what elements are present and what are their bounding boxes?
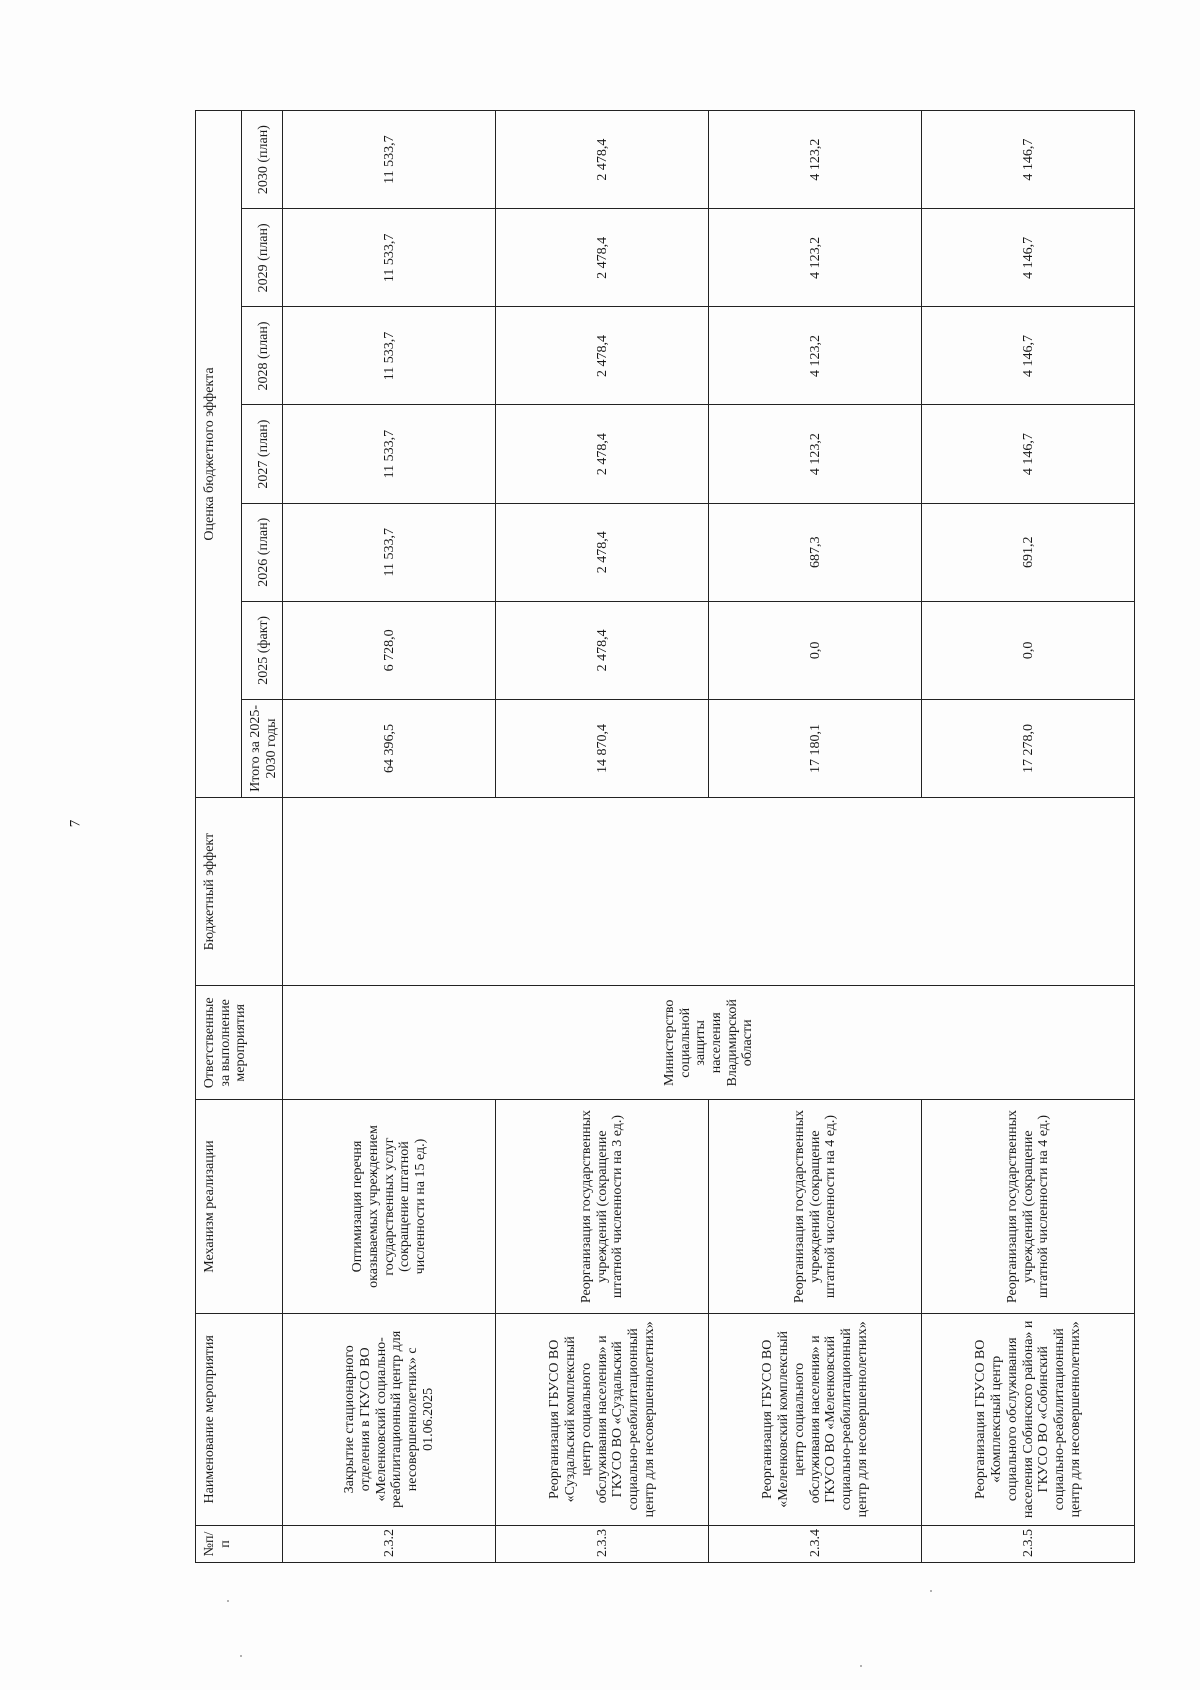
value-2025: 2 478,4 <box>496 601 709 699</box>
value-total: 14 870,4 <box>496 699 709 797</box>
row-name: Реорганизация ГБУСО ВО «Суздальский комплексный центр социального обслуживания населения» и ГКУСО ВО «Суздальский социально-реабилитационный центр для несовершеннолетних» <box>496 1313 709 1525</box>
scan-speck <box>240 1655 242 1657</box>
row-name: Реорганизация ГБУСО ВО «Комплексный центр социального обслуживания населения Собинского района» и ГКУСО ВО «Собинский социально-реабилитационный центр для несовершеннолетних» <box>922 1313 1135 1525</box>
header-year-2029: 2029 (план) <box>242 209 283 307</box>
value-total: 64 396,5 <box>283 699 496 797</box>
value-2026: 687,3 <box>709 503 922 601</box>
value-2027: 2 478,4 <box>496 405 709 503</box>
value-2029: 4 123,2 <box>709 209 922 307</box>
value-2025: 6 728,0 <box>283 601 496 699</box>
value-2028: 2 478,4 <box>496 307 709 405</box>
value-2027: 11 533,7 <box>283 405 496 503</box>
value-2029: 4 146,7 <box>922 209 1135 307</box>
value-total: 17 180,1 <box>709 699 922 797</box>
row-num: 2.3.3 <box>496 1525 709 1562</box>
row-num: 2.3.2 <box>283 1525 496 1562</box>
value-2028: 11 533,7 <box>283 307 496 405</box>
value-2027: 4 123,2 <box>709 405 922 503</box>
header-year-2030: 2030 (план) <box>242 111 283 209</box>
header-year-2026: 2026 (план) <box>242 503 283 601</box>
value-2030: 4 146,7 <box>922 111 1135 209</box>
value-2026: 11 533,7 <box>283 503 496 601</box>
table-row <box>283 111 496 1563</box>
header-year-2025: 2025 (факт) <box>242 601 283 699</box>
header-name: Наименование мероприятия <box>196 1313 283 1525</box>
responsible-cell: Министерство социальной защиты населения Владимирской области <box>283 986 1135 1100</box>
value-2025: 0,0 <box>922 601 1135 699</box>
row-mechanism: Оптимизация перечня оказываемых учреждением государственных услуг (сокращение штатной численности на 15 ед.) <box>283 1100 496 1313</box>
row-mechanism: Реорганизация государственных учреждений (сокращение штатной численности на 4 ед.) <box>709 1100 922 1313</box>
rotated-table-wrapper <box>195 110 1130 1563</box>
scan-speck <box>860 1665 862 1667</box>
header-year-2028: 2028 (план) <box>242 307 283 405</box>
value-2025: 0,0 <box>709 601 922 699</box>
header-effect: Бюджетный эффект <box>196 798 283 986</box>
scan-speck <box>930 1590 932 1592</box>
row-name: Закрытие стационарного отделения в ГКУСО ВО «Меленковский социально-реабилитационный центр для несовершеннолетних» с 01.06.2025 <box>283 1313 496 1525</box>
row-mechanism: Реорганизация государственных учреждений (сокращение штатной численности на 3 ед.) <box>496 1100 709 1313</box>
effect-cell <box>283 798 1135 986</box>
budget-effect-table <box>195 110 1135 1563</box>
value-2030: 2 478,4 <box>496 111 709 209</box>
header-mechanism: Механизм реализации <box>196 1100 283 1313</box>
header-responsible: Ответственные за выполнение мероприятия <box>196 986 283 1100</box>
row-num: 2.3.4 <box>709 1525 922 1562</box>
row-mechanism: Реорганизация государственных учреждений (сокращение штатной численности на 4 ед.) <box>922 1100 1135 1313</box>
value-2026: 691,2 <box>922 503 1135 601</box>
value-2029: 11 533,7 <box>283 209 496 307</box>
value-2030: 11 533,7 <box>283 111 496 209</box>
value-2027: 4 146,7 <box>922 405 1135 503</box>
row-name: Реорганизация ГБУСО ВО «Меленковский комплексный центр социального обслуживания населения» и ГКУСО ВО «Меленковский социально-реабилитационный центр для несовершеннолетних» <box>709 1313 922 1525</box>
value-2026: 2 478,4 <box>496 503 709 601</box>
header-num: №п/п <box>196 1525 283 1562</box>
value-2028: 4 146,7 <box>922 307 1135 405</box>
value-2028: 4 123,2 <box>709 307 922 405</box>
value-total: 17 278,0 <box>922 699 1135 797</box>
scan-speck <box>227 1600 229 1602</box>
header-year-total: Итого за 2025-2030 годы <box>242 699 283 797</box>
header-estimate: Оценка бюджетного эффекта <box>196 111 242 798</box>
value-2029: 2 478,4 <box>496 209 709 307</box>
header-year-2027: 2027 (план) <box>242 405 283 503</box>
page-number: 7 <box>67 819 84 828</box>
row-num: 2.3.5 <box>922 1525 1135 1562</box>
value-2030: 4 123,2 <box>709 111 922 209</box>
